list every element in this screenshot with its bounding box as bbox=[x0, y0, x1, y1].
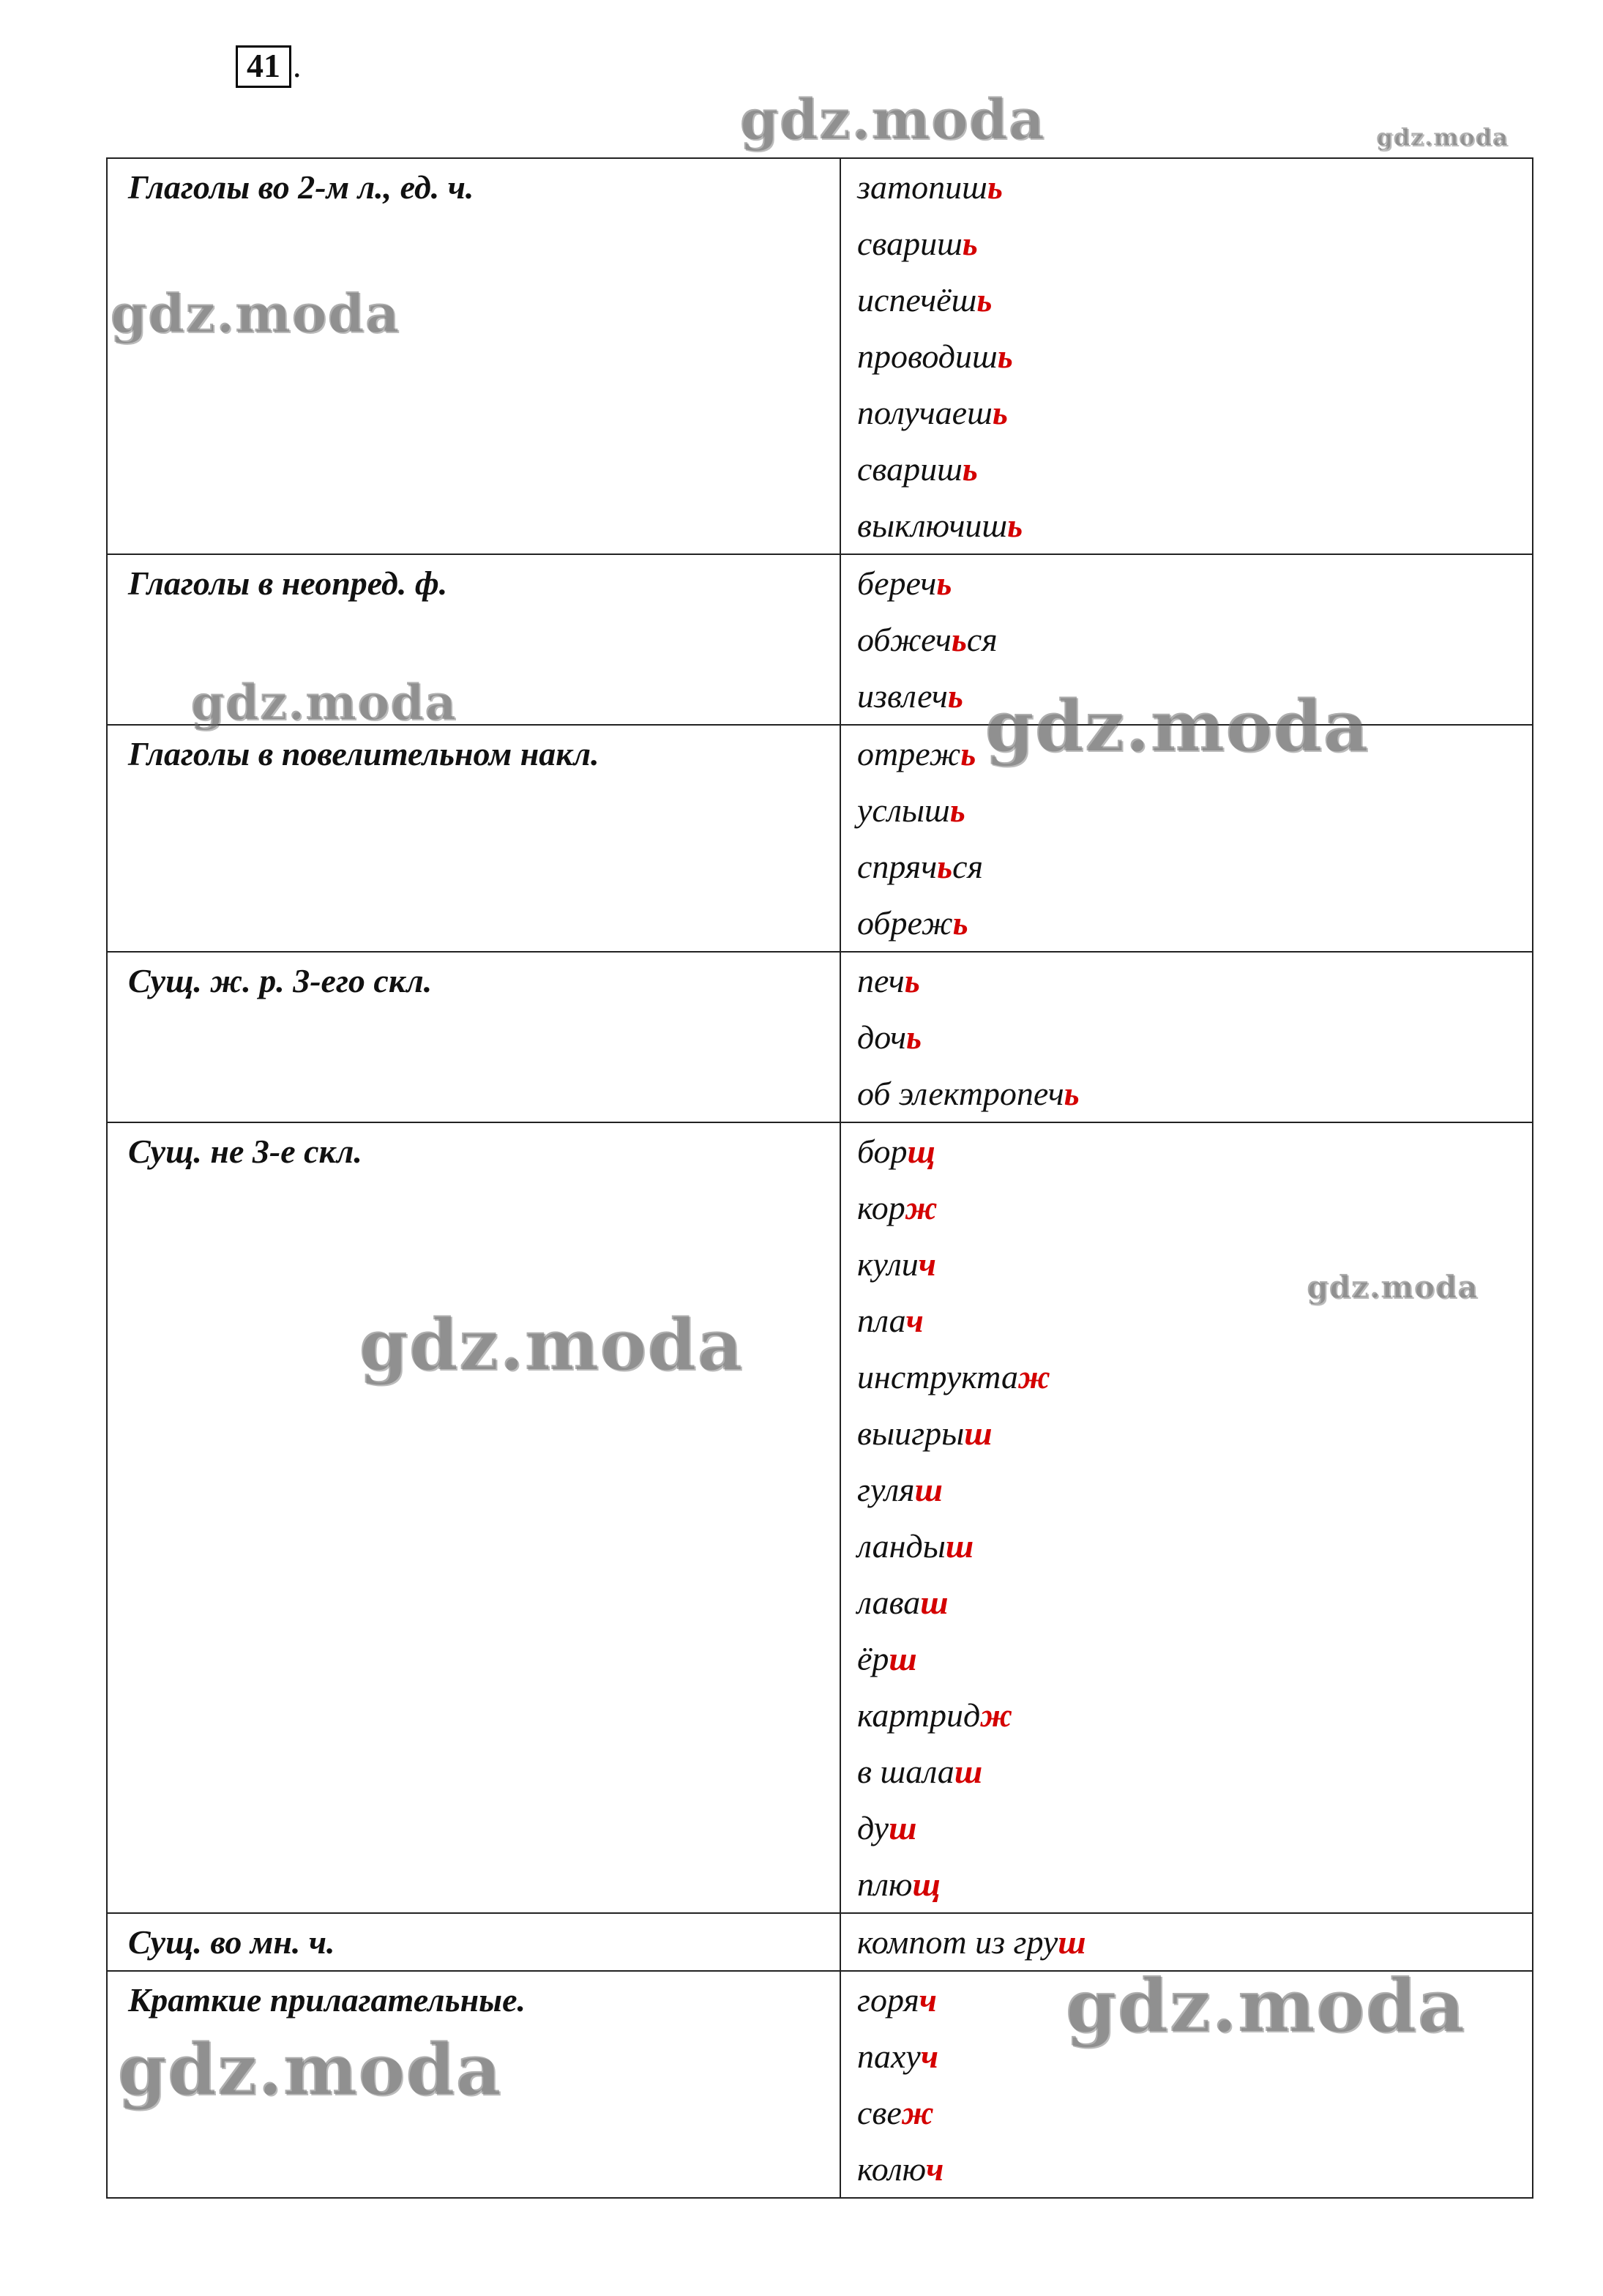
word-stem: обреж bbox=[857, 904, 953, 942]
word-item bbox=[857, 611, 1532, 668]
words-cell bbox=[840, 1913, 1533, 1971]
word-item bbox=[857, 1518, 1532, 1574]
word-item bbox=[857, 441, 1532, 497]
words-cell bbox=[840, 554, 1533, 725]
word-stem: ланды bbox=[857, 1527, 946, 1565]
word-ending-highlight: ч bbox=[918, 1245, 936, 1283]
category-cell: Краткие прилагательные. bbox=[107, 1971, 840, 2198]
watermark: gdz.moda bbox=[984, 685, 1370, 767]
word-stem: свариш bbox=[857, 450, 963, 488]
word-stem: печ bbox=[857, 962, 905, 999]
word-ending-highlight: ж bbox=[1017, 1358, 1050, 1395]
word-item bbox=[857, 895, 1532, 951]
word-ending-highlight: ч bbox=[919, 1981, 937, 2019]
table-row bbox=[107, 952, 1533, 1122]
word-ending-highlight: ь bbox=[949, 791, 965, 829]
word-ending-highlight: ж bbox=[980, 1696, 1013, 1734]
word-item bbox=[857, 1292, 1532, 1349]
word-ending-highlight: ь bbox=[962, 450, 978, 488]
word-ending-highlight: ш bbox=[964, 1414, 993, 1452]
table-row bbox=[107, 158, 1533, 554]
word-item bbox=[857, 1687, 1532, 1743]
word-stem: плю bbox=[857, 1865, 913, 1903]
word-ending-highlight: ь bbox=[906, 1018, 922, 1056]
word-ending-highlight: ь bbox=[1064, 1075, 1080, 1112]
word-item bbox=[857, 555, 1532, 611]
word-ending-highlight: ь bbox=[904, 962, 920, 999]
word-stem: картрид bbox=[857, 1696, 981, 1734]
words-cell bbox=[840, 158, 1533, 554]
word-item bbox=[857, 1349, 1532, 1405]
word-stem: свариш bbox=[857, 225, 963, 262]
word-stem: горя bbox=[857, 1981, 919, 2019]
word-ending-highlight: ь bbox=[1007, 507, 1023, 544]
word-stem: выигры bbox=[857, 1414, 965, 1452]
word-ending-highlight: ш bbox=[954, 1753, 983, 1790]
word-ending-highlight: ь bbox=[987, 168, 1003, 206]
exercise-number-dot: . bbox=[293, 47, 302, 84]
word-item bbox=[857, 1009, 1532, 1065]
word-ending-highlight: ш bbox=[920, 1584, 949, 1621]
word-stem: кули bbox=[857, 1245, 919, 1283]
word-stem: доч bbox=[857, 1018, 907, 1056]
word-ending-highlight: ь bbox=[992, 394, 1008, 431]
word-ending-highlight: ь bbox=[960, 735, 976, 772]
word-ending-highlight: ч bbox=[905, 1302, 924, 1339]
word-item bbox=[857, 838, 1532, 895]
word-item bbox=[857, 2084, 1532, 2141]
word-stem: гуля bbox=[857, 1471, 915, 1508]
table-row bbox=[107, 554, 1533, 725]
word-item bbox=[857, 1236, 1532, 1292]
word-item bbox=[857, 1972, 1532, 2028]
word-item bbox=[857, 2028, 1532, 2084]
watermark: gdz.moda bbox=[739, 86, 1045, 152]
word-item bbox=[857, 668, 1532, 724]
word-stem: кор bbox=[857, 1189, 905, 1226]
word-item bbox=[857, 1065, 1532, 1122]
word-item bbox=[857, 1856, 1532, 1912]
category-cell: Глаголы в повелительном накл. bbox=[107, 725, 840, 952]
watermark: gdz.moda bbox=[1065, 1962, 1465, 2049]
answer-table bbox=[106, 157, 1533, 2199]
word-ending-highlight: ш bbox=[889, 1809, 917, 1846]
word-item bbox=[857, 953, 1532, 1009]
word-stem: затопиш bbox=[857, 168, 987, 206]
word-stem: ёр bbox=[857, 1640, 889, 1677]
word-stem: отреж bbox=[857, 735, 961, 772]
word-item bbox=[857, 1800, 1532, 1856]
word-stem: испечёш bbox=[857, 281, 977, 318]
exercise-number bbox=[236, 45, 302, 88]
word-stem: колю bbox=[857, 2150, 927, 2188]
word-ending-highlight: ь bbox=[952, 904, 968, 942]
word-item bbox=[857, 2141, 1532, 2197]
category-cell: Глаголы в неопред. ф. bbox=[107, 554, 840, 725]
word-item bbox=[857, 1123, 1532, 1179]
word-stem: бор bbox=[857, 1133, 908, 1170]
exercise-number-box: 41 bbox=[236, 45, 291, 88]
word-stem: услыш bbox=[857, 791, 950, 829]
word-item bbox=[857, 159, 1532, 215]
word-stem: проводиш bbox=[857, 338, 998, 375]
word-item bbox=[857, 782, 1532, 838]
word-ending-highlight: ь bbox=[962, 225, 978, 262]
word-item bbox=[857, 384, 1532, 441]
word-item bbox=[857, 1179, 1532, 1236]
word-ending-highlight: ь bbox=[951, 621, 967, 658]
word-stem: инструкта bbox=[857, 1358, 1018, 1395]
word-stem: компот из гру bbox=[857, 1923, 1058, 1961]
table-row bbox=[107, 1913, 1533, 1971]
word-ending-highlight: ь bbox=[936, 564, 952, 602]
watermark: gdz.moda bbox=[1307, 1269, 1479, 1305]
word-item bbox=[857, 215, 1532, 272]
category-cell: Сущ. во мн. ч. bbox=[107, 1913, 840, 1971]
word-ending-highlight: ж bbox=[901, 2094, 934, 2131]
word-stem: выключиш bbox=[857, 507, 1008, 544]
category-cell: Сущ. не 3-е скл. bbox=[107, 1122, 840, 1913]
word-item bbox=[857, 1630, 1532, 1687]
watermark: gdz.moda bbox=[359, 1303, 744, 1386]
word-stem: береч bbox=[857, 564, 937, 602]
word-ending-highlight: ш bbox=[914, 1471, 943, 1508]
word-stem: в шала bbox=[857, 1753, 954, 1790]
word-stem: обжеч bbox=[857, 621, 952, 658]
word-stem: паху bbox=[857, 2038, 921, 2075]
word-ending-highlight: ь bbox=[947, 677, 963, 715]
word-item bbox=[857, 272, 1532, 328]
word-ending-highlight: щ bbox=[912, 1865, 941, 1903]
word-stem: получаеш bbox=[857, 394, 993, 431]
word-stem: ду bbox=[857, 1809, 889, 1846]
words-cell bbox=[840, 725, 1533, 952]
word-item bbox=[857, 1914, 1532, 1970]
table-row bbox=[107, 725, 1533, 952]
watermark: gdz.moda bbox=[190, 674, 457, 731]
word-stem: пла bbox=[857, 1302, 906, 1339]
words-cell bbox=[840, 952, 1533, 1122]
word-ending-highlight: ш bbox=[889, 1640, 917, 1677]
words-cell bbox=[840, 1971, 1533, 2198]
word-stem: об электропеч bbox=[857, 1075, 1064, 1112]
word-ending-highlight: ь bbox=[997, 338, 1013, 375]
word-item bbox=[857, 726, 1532, 782]
word-stem: спряч bbox=[857, 848, 938, 885]
table-row bbox=[107, 1122, 1533, 1913]
word-stem: лава bbox=[857, 1584, 921, 1621]
word-item bbox=[857, 1405, 1532, 1461]
word-item bbox=[857, 1461, 1532, 1518]
word-ending-highlight: ь bbox=[976, 281, 993, 318]
words-cell bbox=[840, 1122, 1533, 1913]
word-stem: све bbox=[857, 2094, 902, 2131]
table-row bbox=[107, 1971, 1533, 2198]
word-ending-highlight: ш bbox=[945, 1527, 974, 1565]
word-item bbox=[857, 497, 1532, 554]
word-ending-highlight: ч bbox=[926, 2150, 944, 2188]
word-ending-highlight: щ bbox=[907, 1133, 935, 1170]
word-ending-highlight: ж bbox=[905, 1189, 938, 1226]
category-cell: Глаголы во 2-м л., ед. ч. bbox=[107, 158, 840, 554]
word-item bbox=[857, 1743, 1532, 1800]
word-item bbox=[857, 328, 1532, 384]
word-tail: ся bbox=[952, 848, 983, 885]
word-ending-highlight: ш bbox=[1058, 1923, 1086, 1961]
watermark: gdz.moda bbox=[1376, 123, 1509, 151]
answer-table-body bbox=[107, 158, 1533, 2198]
word-stem: извлеч bbox=[857, 677, 948, 715]
word-tail: ся bbox=[966, 621, 998, 658]
category-cell: Сущ. ж. р. 3-его скл. bbox=[107, 952, 840, 1122]
word-ending-highlight: ь bbox=[937, 848, 953, 885]
word-ending-highlight: ч bbox=[920, 2038, 938, 2075]
word-item bbox=[857, 1574, 1532, 1630]
watermark: gdz.moda bbox=[110, 282, 400, 344]
watermark: gdz.moda bbox=[117, 2028, 502, 2111]
